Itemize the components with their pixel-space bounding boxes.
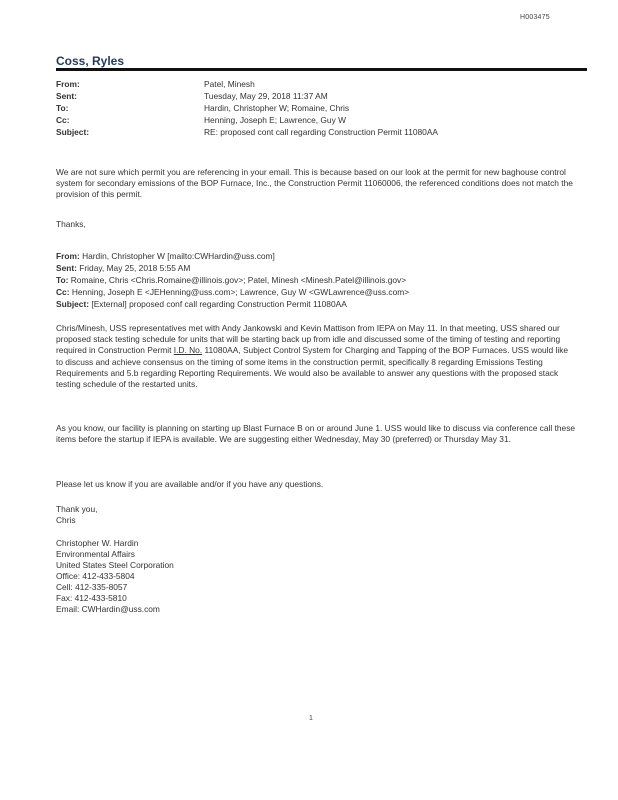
signature-fax: Fax: 412-433-5810 [56,593,127,603]
fwd-sent-label: Sent: [56,263,77,273]
signature-office: Office: 412-433-5804 [56,571,135,581]
paragraph-3-text: Please let us know if you are available and/or if you have any questions. [56,479,324,489]
page-number: 1 [309,715,313,722]
signature-name: Christopher W. Hardin [56,538,139,548]
header-from-label: From: [56,79,80,89]
signature-cell: Cell: 412-335-8057 [56,582,128,592]
header-to [56,103,349,114]
fwd-sent-value: Friday, May 25, 2018 5:55 AM [79,263,191,273]
fwd-from [56,251,275,262]
mailbox-owner: Coss, Ryles [56,54,125,68]
header-to-value: Hardin, Christopher W; Romaine, Chris [204,103,350,113]
paragraph-2 [56,423,576,445]
paragraph-1-post: 11080AA, Subject Control System for Charging and Tapping of the BOP Furnaces. USS would like to discuss and achieve consensus on the timing of some items in the construction permit, specifically 8 regarding Emissions Testing Requirements and 5.b regarding Reporting Requirements. We would also be available to answer any questions with the proposed stack testing schedule of the restarted units. [56,345,569,390]
header-from [56,79,255,90]
fwd-from-label: From: [56,251,80,261]
paragraph-1-pre: Chris/Minesh, USS representatives met with Andy Jankowski and Kevin Mattison from IEPA on May 11. In that meeting, USS shared our proposed stack testing schedule for units that will be starting back up from idle and discussed some of the timing of testing and reporting required in Construction Permit [56,323,561,356]
reply-body [56,167,576,201]
permit-id-link[interactable]: I.D. No. [173,345,203,356]
paragraph-1 [56,323,576,390]
signature-email[interactable]: Email: CWHardin@uss.com [56,604,160,614]
signature-dept: Environmental Affairs [56,549,135,559]
header-sent [56,91,328,102]
header-subject-value: RE: proposed cont call regarding Construction Permit 11080AA [204,127,439,137]
header-subject [56,127,438,138]
paragraph-3 [56,479,576,490]
fwd-subject-label: Subject: [56,299,90,309]
signature-company: United States Steel Corporation [56,560,174,570]
header-rule [56,68,587,71]
fwd-cc-value: Henning, Joseph E <JEHenning@uss.com>; Lawrence, Guy W <GWLawrence@uss.com> [71,287,410,297]
fwd-subject-value: [External] proposed conf call regarding Construction Permit 11080AA [91,299,347,309]
sign-off-line-1: Thank you, [56,504,98,514]
header-cc-label: Cc: [56,115,70,125]
bates-number: H003475 [520,14,550,21]
header-cc-value: Henning, Joseph E; Lawrence, Guy W [204,115,346,125]
header-from-value: Patel, Minesh [204,79,255,89]
fwd-to-value: Romaine, Chris <Chris.Romaine@illinois.gov>; Patel, Minesh <Minesh.Patel@illinois.gov> [70,275,407,285]
header-cc [56,115,346,126]
header-subject-label: Subject: [56,127,90,137]
fwd-cc-label: Cc: [56,287,70,297]
header-to-label: To: [56,103,69,113]
fwd-to [56,275,406,286]
header-sent-value: Tuesday, May 29, 2018 11:37 AM [204,91,328,101]
reply-closing: Thanks, [56,219,86,229]
reply-paragraph: We are not sure which permit you are referencing in your email. This is because based on our look at the permit for new baghouse control system for secondary emissions of the BOP Furnace, Inc., the Construction Permit 11060006, the referenced conditions does not match the provision of this permit. [56,167,573,200]
fwd-subject [56,299,347,310]
fwd-from-value: Hardin, Christopher W [mailto:CWHardin@uss.com] [82,251,275,261]
fwd-sent [56,263,190,274]
fwd-to-label: To: [56,275,69,285]
fwd-cc [56,287,409,298]
sign-off-line-2: Chris [56,515,76,525]
header-sent-label: Sent: [56,91,77,101]
paragraph-2-text: As you know, our facility is planning on starting up Blast Furnace B on or around June 1. USS would like to discuss via conference call these items before the startup if IEPA is available. We are suggesting either Wednesday, May 30 (preferred) or Thursday May 31. [56,423,576,445]
